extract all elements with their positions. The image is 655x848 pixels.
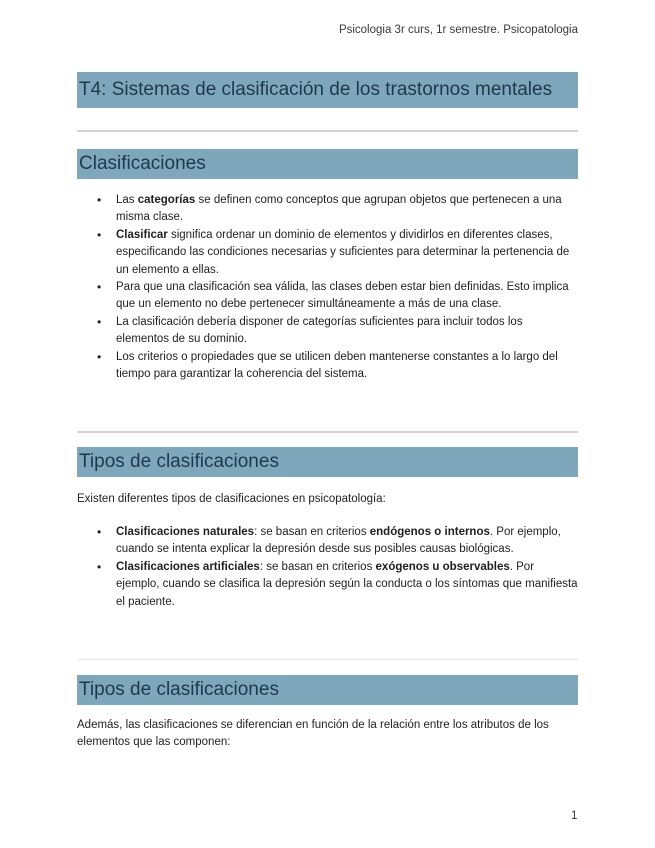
list-item	[116, 192, 578, 227]
list-item: • Los criterios o propiedades que se utilicen deben mantenerse constantes a lo largo del tiempo para garantizar la coherencia del sistema.	[116, 349, 578, 384]
list-item: • Para que una clasificación sea válida, las clases deben estar bien definidas. Esto implica que un elemento no debe pertenecer simultáneamente a más de una clase.	[116, 279, 578, 314]
list-item-text: : se basan en criterios	[254, 526, 370, 538]
list-item-text: se definen como conceptos que agrupan objetos que pertenecen a una misma clase.	[116, 194, 562, 224]
clasificaciones-list	[77, 192, 578, 383]
list-item-text: Las	[116, 194, 138, 206]
section-divider	[77, 659, 578, 660]
list-item	[116, 524, 578, 559]
list-item-text: . Por ejemplo, cuando se clasifica la depresión según la conducta o los síntomas que manifiesta el paciente.	[116, 560, 578, 608]
list-item-term: categorías	[137, 194, 196, 206]
list-item-text: : se basan en criterios	[259, 560, 376, 573]
list-item-term: Clasificaciones artificiales	[116, 560, 260, 573]
tipos-intro-paragraph: Existen diferentes tipos de clasificaciones en psicopatología:	[77, 493, 386, 505]
list-item-term: exógenos u observables	[375, 560, 510, 573]
list-item	[116, 227, 578, 279]
list-item-text: . Por ejemplo, cuando se intenta explicar la depresión desde sus posibles causas biológicas.	[116, 526, 561, 556]
section-divider	[77, 130, 578, 132]
list-item-text: significa ordenar un dominio de elementos y dividirlos en diferentes clases, especificando las condiciones necesarias y suficientes para determinar la pertenencia de un elemento a ellas.	[116, 228, 570, 276]
document-title: T4: Sistemas de clasificación de los trastornos mentales	[77, 72, 578, 108]
tipos-list	[77, 524, 578, 611]
list-item-term: Clasificaciones naturales	[116, 526, 255, 538]
section-heading-tipos-clasificaciones: Tipos de clasificaciones	[77, 447, 578, 477]
running-header: Psicologia 3r curs, 1r semestre. Psicopatologia	[338, 24, 578, 36]
section-divider	[77, 431, 578, 433]
list-item	[116, 559, 578, 611]
section-heading-clasificaciones: Clasificaciones	[77, 149, 578, 179]
tipos-relacion-paragraph: Además, las clasificaciones se diferencian en función de la relación entre los atributos de los elementos que las componen:	[77, 719, 549, 749]
section-heading-tipos-clasificaciones-2: Tipos de clasificaciones	[77, 675, 578, 705]
page-number: 1	[571, 810, 578, 822]
list-item-term: endógenos o internos	[369, 526, 490, 538]
list-item-term: Clasificar	[116, 228, 168, 241]
list-item: • La clasificación debería disponer de categorías suficientes para incluir todos los elementos de su dominio.	[116, 314, 578, 349]
